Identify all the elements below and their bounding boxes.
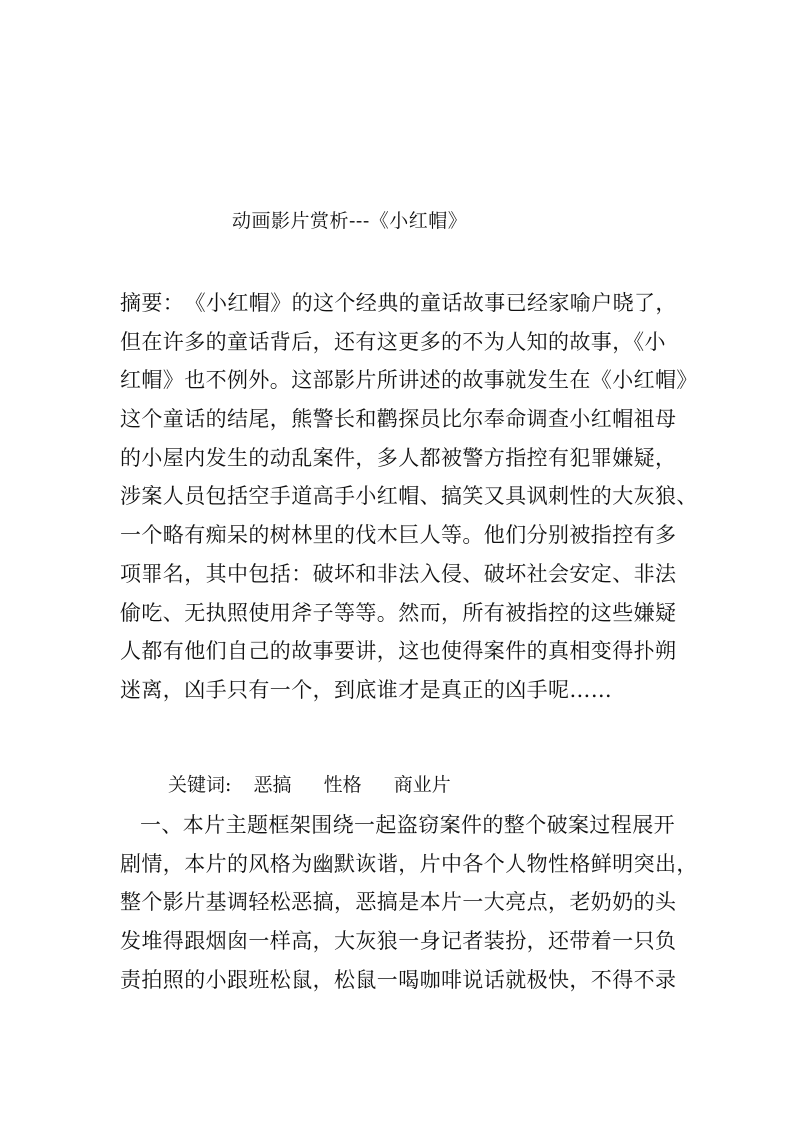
- keywords-line: [168, 770, 451, 800]
- abstract-line: 一个略有痴呆的树林里的伐木巨人等。他们分别被指控有多: [120, 523, 677, 548]
- abstract-line: 偷吃、无执照使用斧子等等。然而，所有被指控的这些嫌疑: [120, 600, 677, 625]
- section-line: 发堆得跟烟囱一样高，大灰狼一身记者装扮，还带着一只负: [120, 929, 677, 954]
- section-one-paragraph: [120, 806, 698, 999]
- keyword: 商业片: [393, 774, 451, 796]
- abstract-line: 项罪名，其中包括：破坏和非法入侵、破坏社会安定、非法: [120, 561, 677, 586]
- abstract-line: 涉案人员包括空手道高手小红帽、搞笑又具讽刺性的大灰狼、: [120, 484, 698, 509]
- abstract-line: 摘要： 《小红帽》的这个经典的童话故事已经家喻户晓了，: [120, 291, 677, 315]
- keywords-label: 关键词:: [168, 774, 232, 796]
- abstract-line: 这个童话的结尾，熊警长和鹳探员比尔奉命调查小红帽祖母: [120, 407, 677, 432]
- abstract-line: 的小屋内发生的动乱案件，多人都被警方指控有犯罪嫌疑，: [120, 445, 677, 470]
- abstract-line: 但在许多的童话背后，还有这更多的不为人知的故事，《小: [120, 329, 666, 354]
- keyword: 恶搞: [253, 774, 292, 796]
- abstract-line: 红帽》也不例外。这部影片所讲述的故事就发生在《小红帽》: [120, 368, 698, 393]
- abstract-line: 人都有他们自己的故事要讲，这也使得案件的真相变得扑朔: [120, 639, 677, 664]
- abstract-paragraph: [120, 284, 698, 710]
- section-line: 剧情，本片的风格为幽默诙谐，片中各个人物性格鲜明突出，: [120, 851, 698, 876]
- keyword: 性格: [323, 774, 362, 796]
- section-line: 整个影片基调轻松恶搞，恶搞是本片一大亮点，老奶奶的头: [120, 890, 677, 915]
- document-title: 动画影片赏析---《小红帽》: [232, 210, 468, 232]
- abstract-line: 迷离，凶手只有一个，到底谁才是真正的凶手呢……: [120, 677, 613, 702]
- section-line: 责拍照的小跟班松鼠，松鼠一喝咖啡说话就极快，不得不录: [120, 967, 677, 992]
- section-line: 一、本片主题框架围绕一起盗窃案件的整个破案过程展开: [140, 813, 675, 837]
